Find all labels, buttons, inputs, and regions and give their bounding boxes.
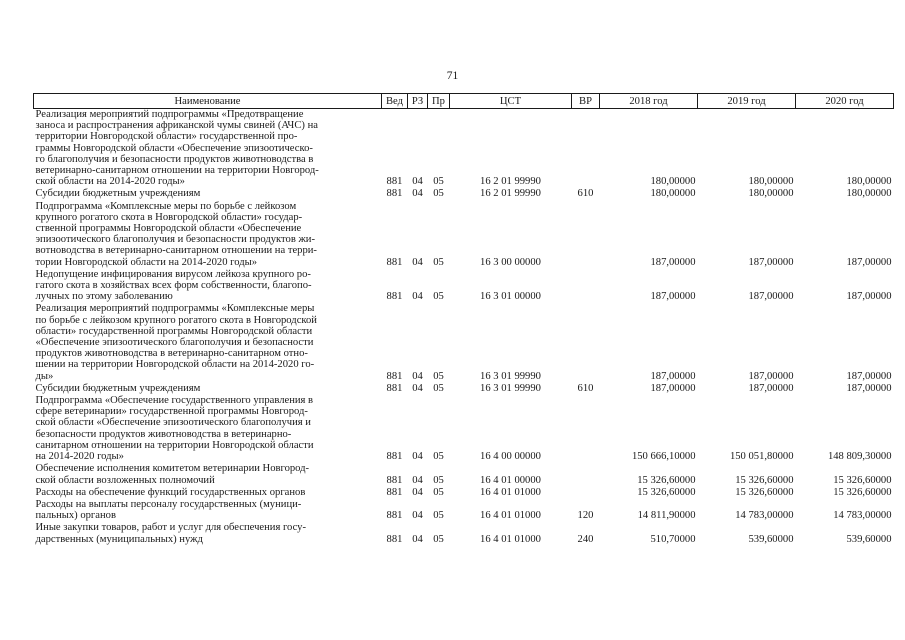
row-cst: 16 4 01 01000 xyxy=(480,510,541,522)
row-2020: 148 809,30000 xyxy=(827,451,892,463)
row-2019: 187,00000 xyxy=(748,256,794,268)
header-name: Наименование xyxy=(34,94,382,109)
table-row xyxy=(34,303,894,382)
row-2019: 150 051,80000 xyxy=(729,451,794,463)
row-vr: 610 xyxy=(577,382,594,394)
row-ved: 881 xyxy=(386,256,403,268)
row-2020: 15 326,60000 xyxy=(833,486,892,498)
row-pr: 05 xyxy=(433,451,444,463)
row-rz: 04 xyxy=(412,256,423,268)
row-rz: 04 xyxy=(412,188,423,200)
row-2018: 15 326,60000 xyxy=(637,486,696,498)
row-name: Обеспечение исполнения комитетом ветеринарии Новгород- ской области возложенных полномочий xyxy=(35,463,310,486)
row-rz: 04 xyxy=(412,510,423,522)
table-row xyxy=(34,109,894,189)
row-pr: 05 xyxy=(433,176,444,188)
row-2020: 15 326,60000 xyxy=(833,474,892,486)
row-cst: 16 3 01 99990 xyxy=(480,382,541,394)
table-row xyxy=(34,463,894,486)
header-pr: Пр xyxy=(428,94,450,109)
row-vr xyxy=(572,269,600,304)
table-row xyxy=(34,522,894,545)
row-2018: 180,00000 xyxy=(650,176,696,188)
table-row xyxy=(34,201,894,269)
row-2018: 187,00000 xyxy=(650,256,696,268)
row-2018: 14 811,90000 xyxy=(637,510,696,522)
row-pr: 05 xyxy=(433,510,444,522)
row-vr xyxy=(572,487,600,499)
row-rz: 04 xyxy=(412,486,423,498)
row-2020: 187,00000 xyxy=(846,382,892,394)
row-name: Подпрограмма «Комплексные меры по борьбе с лейкозом крупного рогатого скота в Новгородской области» государ- ственной программы Новгородской области «Обеспечение эпизоотического благополучия и безопасности продуктов жи- вотноводства в ветеринарно-санитарном отношении на терри- тории Новгородской области на 2014-2020 годы» xyxy=(35,200,317,268)
row-2019: 180,00000 xyxy=(748,176,794,188)
row-name: Субсидии бюджетным учреждениям xyxy=(35,188,201,200)
row-2018: 187,00000 xyxy=(650,370,696,382)
table-row xyxy=(34,383,894,395)
row-2020: 14 783,00000 xyxy=(833,510,892,522)
table-row xyxy=(34,395,894,463)
row-name: Расходы на обеспечение функций государственных органов xyxy=(35,486,306,498)
row-2020: 180,00000 xyxy=(846,176,892,188)
row-pr: 05 xyxy=(433,188,444,200)
row-cst: 16 3 00 00000 xyxy=(480,256,541,268)
row-2018: 510,70000 xyxy=(650,533,696,545)
row-name: Недопущение инфицирования вирусом лейкоза крупного ро- гатого скота в хозяйствах всех форм собственности, благопо- лучных по этому заболеванию xyxy=(35,268,312,303)
row-pr: 05 xyxy=(433,533,444,545)
row-ved: 881 xyxy=(386,291,403,303)
budget-table xyxy=(33,93,894,546)
row-2020: 187,00000 xyxy=(846,291,892,303)
row-cst: 16 3 01 99990 xyxy=(480,370,541,382)
row-2019: 180,00000 xyxy=(748,188,794,200)
row-ved: 881 xyxy=(386,474,403,486)
row-pr: 05 xyxy=(433,382,444,394)
row-ved: 881 xyxy=(386,486,403,498)
row-name: Подпрограмма «Обеспечение государственного управления в сфере ветеринарии» государственной программы Новгород- ской области «Обеспечение эпизоотического благополучия и безопасности продуктов животноводства в ветеринарно- санитарном отношении на территории Новгородской области на 2014-2020 годы» xyxy=(35,395,314,463)
row-ved: 881 xyxy=(386,533,403,545)
row-rz: 04 xyxy=(412,474,423,486)
row-rz: 04 xyxy=(412,291,423,303)
header-row xyxy=(34,94,894,109)
row-cst: 16 4 01 00000 xyxy=(480,474,541,486)
row-2019: 15 326,60000 xyxy=(735,486,794,498)
row-name: Иные закупки товаров, работ и услуг для обеспечения госу- дарственных (муниципальных) нужд xyxy=(35,522,307,545)
row-2018: 15 326,60000 xyxy=(637,474,696,486)
header-2019: 2019 год xyxy=(698,94,796,109)
header-ved: Вед xyxy=(382,94,408,109)
row-name: Реализация мероприятий подпрограммы «Предотвращение заноса и распространения африканской чумы свиней (АЧС) на территории Новгородской области» государственной про- граммы Новгородской области «Обеспечение эпизоотическо- го благополучия и безопасности продуктов животноводства в ветеринарно-санитарном отношении на территории Новгород- ской области на 2014-2020 годы» xyxy=(35,109,319,188)
row-cst: 16 2 01 99990 xyxy=(480,188,541,200)
row-ved: 881 xyxy=(386,188,403,200)
row-pr: 05 xyxy=(433,291,444,303)
table-row xyxy=(34,269,894,304)
row-vr xyxy=(572,303,600,382)
page-number: 71 xyxy=(446,70,459,82)
row-ved: 881 xyxy=(386,370,403,382)
row-2019: 187,00000 xyxy=(748,291,794,303)
row-vr xyxy=(572,201,600,269)
row-rz: 04 xyxy=(412,382,423,394)
row-pr: 05 xyxy=(433,486,444,498)
header-rz: РЗ xyxy=(408,94,428,109)
row-2019: 539,60000 xyxy=(748,533,794,545)
row-2018: 187,00000 xyxy=(650,291,696,303)
row-vr xyxy=(572,463,600,486)
row-vr xyxy=(572,395,600,463)
table-body xyxy=(34,109,894,546)
row-vr: 240 xyxy=(577,533,594,545)
row-2020: 187,00000 xyxy=(846,256,892,268)
row-2019: 15 326,60000 xyxy=(735,474,794,486)
row-2018: 180,00000 xyxy=(650,188,696,200)
row-rz: 04 xyxy=(412,176,423,188)
row-cst: 16 4 01 01000 xyxy=(480,486,541,498)
row-rz: 04 xyxy=(412,451,423,463)
row-rz: 04 xyxy=(412,370,423,382)
row-pr: 05 xyxy=(433,370,444,382)
row-2018: 150 666,10000 xyxy=(631,451,696,463)
header-cst: ЦСТ xyxy=(450,94,572,109)
header-2018: 2018 год xyxy=(600,94,698,109)
row-cst: 16 4 01 01000 xyxy=(480,533,541,545)
row-cst: 16 3 01 00000 xyxy=(480,291,541,303)
row-rz: 04 xyxy=(412,533,423,545)
row-2019: 187,00000 xyxy=(748,382,794,394)
row-name: Субсидии бюджетным учреждениям xyxy=(35,382,201,394)
row-vr: 120 xyxy=(577,510,594,522)
header-vr: ВР xyxy=(572,94,600,109)
row-ved: 881 xyxy=(386,382,403,394)
row-2020: 539,60000 xyxy=(846,533,892,545)
row-2019: 187,00000 xyxy=(748,370,794,382)
row-ved: 881 xyxy=(386,451,403,463)
table-row xyxy=(34,188,894,200)
row-ved: 881 xyxy=(386,176,403,188)
header-2020: 2020 год xyxy=(796,94,894,109)
row-2020: 187,00000 xyxy=(846,370,892,382)
table-row xyxy=(34,487,894,499)
table-row xyxy=(34,499,894,522)
row-ved: 881 xyxy=(386,510,403,522)
row-pr: 05 xyxy=(433,474,444,486)
row-cst: 16 4 00 00000 xyxy=(480,451,541,463)
row-2018: 187,00000 xyxy=(650,382,696,394)
row-2020: 180,00000 xyxy=(846,188,892,200)
row-vr: 610 xyxy=(577,188,594,200)
row-vr xyxy=(572,109,600,189)
row-2019: 14 783,00000 xyxy=(735,510,794,522)
row-name: Расходы на выплаты персоналу государственных (муници- пальных) органов xyxy=(35,498,302,522)
row-cst: 16 2 01 99990 xyxy=(480,176,541,188)
table-header xyxy=(34,94,894,109)
row-name: Реализация мероприятий подпрограммы «Комплексные меры по борьбе с лейкозом крупного рогатого скота в Новгородской области» государственной программы Новгородской области «Обеспечение эпизоотического благополучия и безопасности продуктов животноводства в ветеринарно-санитарном отно- шении на территории Новгородской области на 2014-2020 го- ды» xyxy=(35,303,317,382)
row-pr: 05 xyxy=(433,256,444,268)
